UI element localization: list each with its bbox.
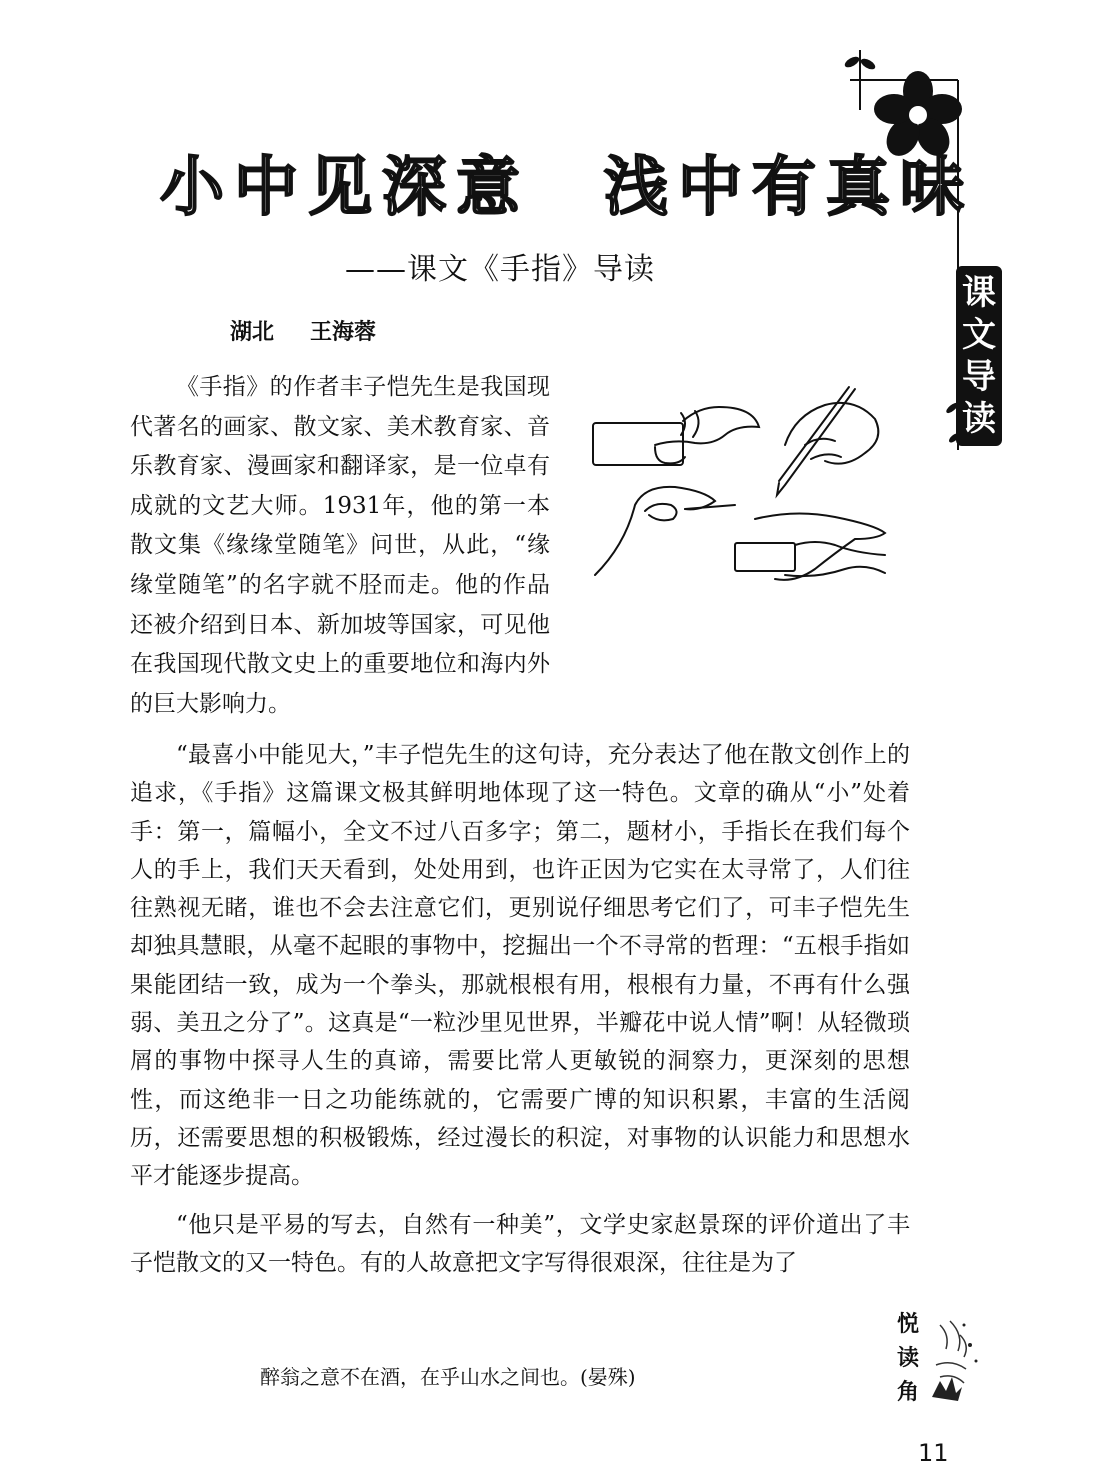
section-tag-char: 读 (962, 399, 996, 439)
flower-icon (874, 71, 962, 162)
body-paragraph: “最喜小中能见大，”丰子恺先生的这句诗，充分表达了他在散文创作上的追求，《手指》这篇课文极其鲜明地体现了这一特色。文章的确从“小”处着手：第一，篇幅小，全文不过八百多字；第二，题材小，手指长在我们每个人的手上，我们天天看到，处处用到，也许正因为它实在太寻常了，人们往往熟视无睹，谁也不会去注意它们，更别说仔细思考它们了，可丰子恺先生却独具慧眼，从毫不起眼的事物中，挖掘出一个不寻常的哲理：“五根手指如果能团结一致，成为一个拳头，那就根根有用，根根有力量，不再有什么强弱、美丑之分了”。这真是“一粒沙里见世界，半瓣花中说人情”啊！从轻微琐屑的事物中探寻人生的真谛，需要比常人更敏锐的洞察力，更深刻的思想性，而这绝非一日之功能练就的，它需要广博的知识积累，丰富的生活阅历，还需要思想的积极锻炼，经过漫长的积淀，对事物的认识能力和思想水平才能逐步提高。 (130, 742, 910, 1190)
section-tag-char: 课 (962, 273, 996, 313)
corner-label-char: 悦 (896, 1312, 919, 1337)
author-name: 王海蓉 (310, 320, 377, 345)
corner-label-char: 角 (896, 1380, 919, 1405)
corner-label (893, 1308, 923, 1410)
section-tag-char: 文 (962, 315, 996, 355)
article-title: 小中见深意 浅中有真味 (160, 150, 974, 225)
author-byline (230, 318, 376, 348)
page-number: 11 (918, 1439, 949, 1467)
article-subtitle: ——课文《手指》导读 (345, 252, 655, 287)
section-tag (956, 266, 1002, 446)
corner-label-char: 读 (896, 1346, 919, 1371)
body-paragraph: “他只是平易的写去，自然有一种美”，文学史家赵景琛的评价道出了丰子恺散文的又一特色。有的人故意把文字写得很艰深，往往是为了 (130, 1211, 910, 1276)
author-region: 湖北 (230, 320, 275, 345)
hands-illustration (585, 385, 895, 595)
section-tag-char: 导 (962, 357, 996, 397)
intro-paragraph-block (130, 368, 550, 724)
main-paragraph-block (130, 736, 910, 1282)
footer-quote: 醉翁之意不在酒，在乎山水之间也。(晏殊) (260, 1365, 636, 1389)
body-paragraph: 《手指》的作者丰子恺先生是我国现代著名的画家、散文家、美术教育家、音乐教育家、漫画家和翻译家，是一位卓有成就的文艺大师。1931年，他的第一本散文集《缘缘堂随笔》问世，从此，“缘缘堂随笔”的名字就不胫而走。他的作品还被介绍到日本、新加坡等国家，可见他在我国现代散文史上的重要地位和海内外的巨大影响力。 (130, 374, 550, 717)
